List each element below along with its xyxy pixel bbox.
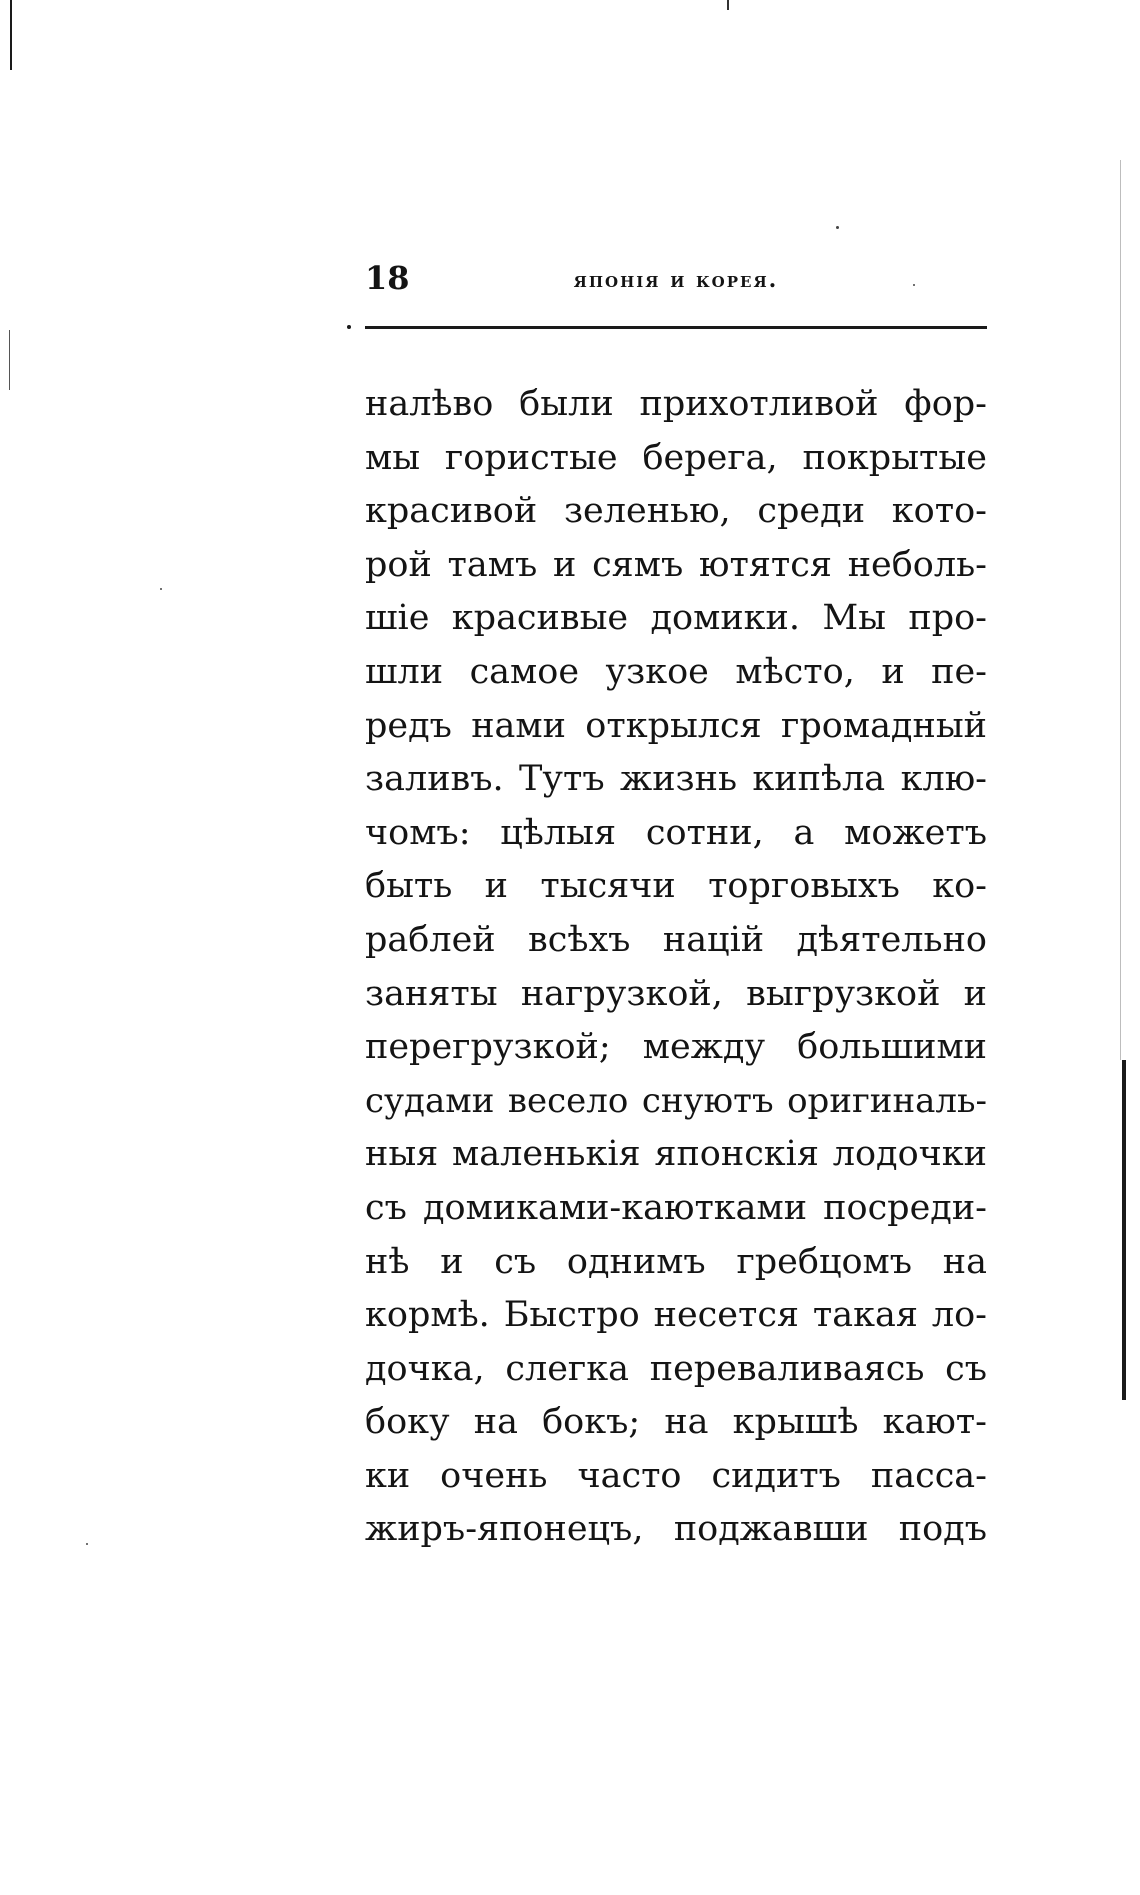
scan-edge-left-mark xyxy=(9,330,10,390)
page-number: 18 xyxy=(365,259,410,297)
header-rule xyxy=(365,326,987,329)
text-line: красивой зеленью, среди кото- xyxy=(365,491,987,532)
text-line: дочка, слегка переваливаясь съ xyxy=(365,1348,987,1389)
text-line: жиръ-японецъ, поджавши подъ xyxy=(365,1509,987,1550)
text-line: заливъ. Тутъ жизнь кипѣла клю- xyxy=(365,759,987,800)
text-line: кормѣ. Быстро несется такая ло- xyxy=(365,1295,987,1336)
text-line: налѣво были прихотливой фор- xyxy=(365,384,987,424)
running-head: японія и корея. xyxy=(573,267,779,293)
text-line: раблей всѣхъ націй дѣятельно xyxy=(365,919,987,960)
text-line: нѣ и съ однимъ гребцомъ на xyxy=(365,1241,987,1282)
text-line: рой тамъ и сямъ ютятся неболь- xyxy=(365,544,987,585)
text-line: быть и тысячи торговыхъ ко- xyxy=(365,866,987,907)
text-line: съ домиками-каютками посреди- xyxy=(365,1187,987,1228)
scan-speck xyxy=(86,1543,88,1545)
body-text xyxy=(365,378,987,1557)
text-line: чомъ: цѣлыя сотни, а можетъ xyxy=(365,812,987,853)
text-line: шли самое узкое мѣсто, и пе- xyxy=(365,651,987,692)
scan-edge-right xyxy=(1122,1060,1126,1400)
text-line: боку на бокъ; на крышѣ кают- xyxy=(365,1402,987,1443)
text-line: ки очень часто сидитъ пасса- xyxy=(365,1455,987,1496)
scan-edge-left xyxy=(10,0,12,70)
header-rule-dot xyxy=(347,325,351,329)
text-line: шіе красивые домики. Мы про- xyxy=(365,598,987,639)
text-line: мы гористые берега, покрытые xyxy=(365,437,987,478)
text-line: ныя маленькія японскія лодочки xyxy=(365,1134,987,1175)
scan-edge-top xyxy=(727,0,729,10)
scan-speck xyxy=(160,588,162,590)
text-line: заняты нагрузкой, выгрузкой и xyxy=(365,973,987,1014)
text-line: редъ нами открылся громадный xyxy=(365,705,987,746)
scan-edge-right-thin xyxy=(1120,160,1121,1060)
scan-speck xyxy=(836,226,839,229)
page-header xyxy=(365,258,987,298)
text-line: перегрузкой; между большими xyxy=(365,1027,987,1068)
text-line: судами весело снуютъ оригиналь- xyxy=(365,1080,987,1121)
